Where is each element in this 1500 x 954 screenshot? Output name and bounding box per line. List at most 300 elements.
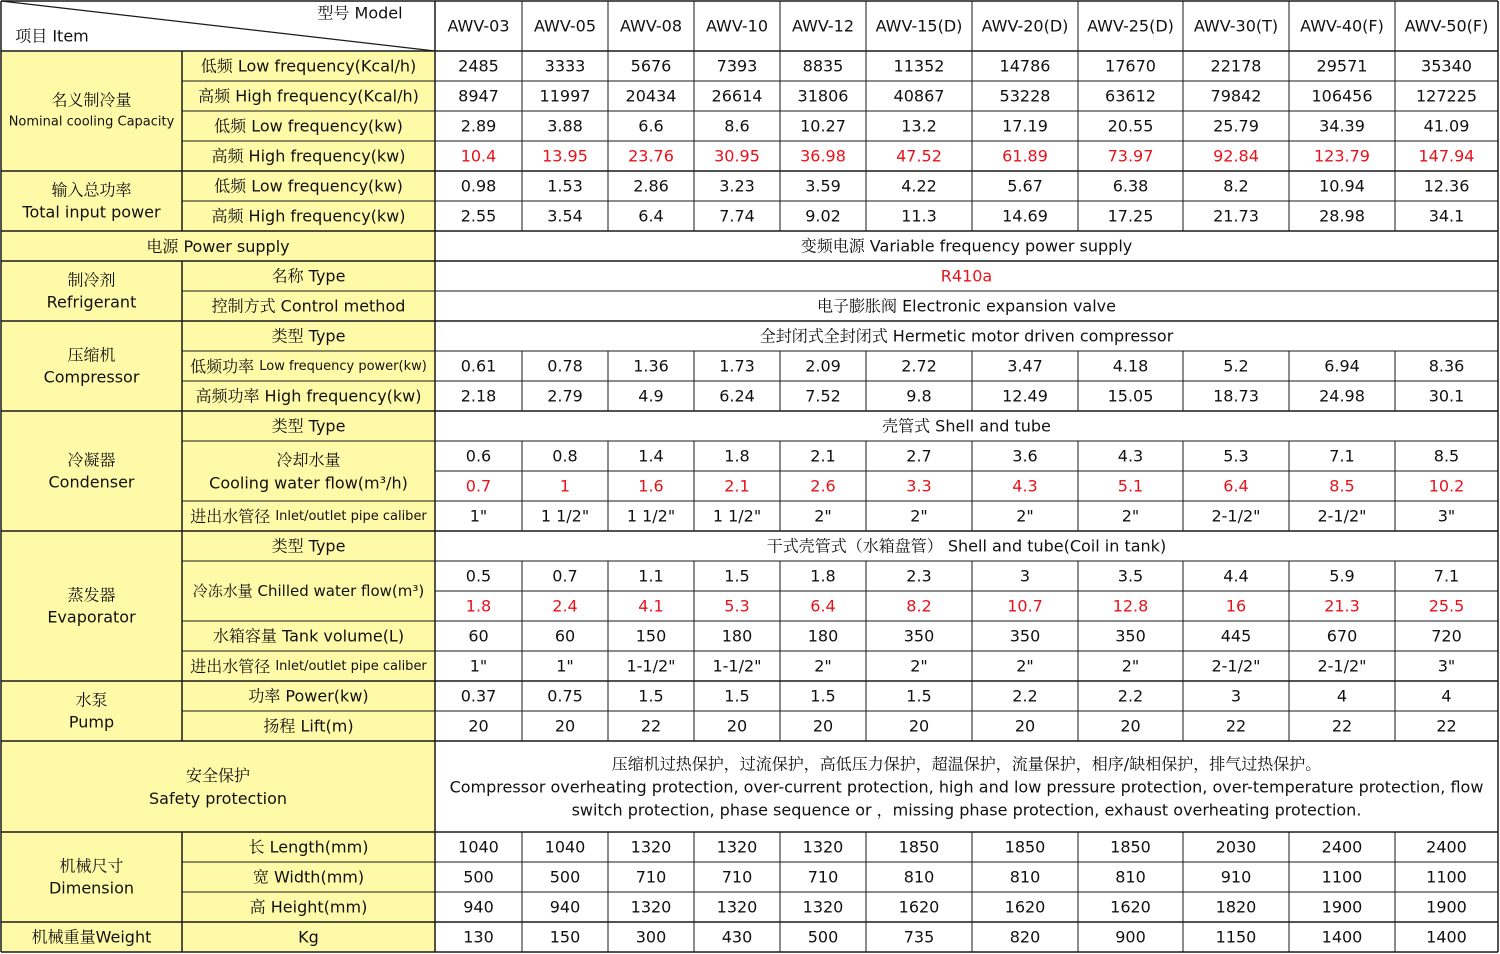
value-cell: 61.89: [1002, 146, 1048, 166]
value-cell: 1.5: [810, 686, 836, 706]
value-cell: 6.94: [1324, 356, 1360, 376]
value-cell: 2.2: [1012, 686, 1038, 706]
value-cell: 1620: [898, 897, 940, 917]
span-compressor-type: 全封闭式全封闭式 Hermetic motor driven compressor: [759, 326, 1174, 346]
row-label-cool_low_kw: 低频 Low frequency(kw): [214, 116, 403, 136]
header-model-label: 型号 Model: [317, 3, 403, 23]
value-cell: 63612: [1105, 86, 1156, 106]
model-header: AWV-30(T): [1193, 16, 1279, 36]
value-cell: 47.52: [896, 146, 942, 166]
group-label-power-supply: [146, 237, 289, 256]
value-cell: 8947: [458, 86, 499, 106]
value-cell: 2-1/2": [1211, 506, 1261, 526]
value-cell: 7.74: [719, 206, 755, 226]
value-cell: 31806: [797, 86, 849, 106]
value-cell: 6.4: [638, 206, 664, 226]
value-cell: 5676: [630, 56, 672, 76]
value-cell: 1.73: [719, 356, 755, 376]
model-header: AWV-15(D): [875, 16, 963, 36]
value-cell: 12.49: [1002, 386, 1048, 406]
value-cell: 22: [1225, 716, 1247, 736]
value-cell: 9.02: [805, 206, 841, 226]
value-cell: 2.55: [460, 206, 497, 226]
value-cell: 127225: [1415, 86, 1478, 106]
value-cell: 6.38: [1112, 176, 1149, 196]
value-cell: 5.3: [1223, 446, 1249, 466]
group-label-pump-en: Pump: [68, 712, 115, 732]
span-safety-zh: 压缩机过热保护，过流保护，高低压力保护，超温保护，流量保护，相序/缺相保护，排气过热保护。: [611, 754, 1322, 774]
row-label-cool_high_kw: 高频 High frequency(kw): [211, 146, 406, 166]
value-cell: 670: [1326, 626, 1358, 646]
header-item-label: 项目 Item: [15, 26, 89, 46]
value-cell: 2": [1016, 506, 1034, 526]
row-label-dim_length: 长 Length(mm): [248, 837, 369, 857]
value-cell: 445: [1220, 626, 1252, 646]
value-cell: 3": [1437, 656, 1456, 676]
row-label-cool_high_kcal: 高频 High frequency(Kcal/h): [198, 86, 419, 106]
value-cell: 5.3: [724, 596, 750, 616]
value-cell: 180: [721, 626, 753, 646]
value-cell: 2-1/2": [1317, 656, 1367, 676]
value-cell: 10.7: [1007, 596, 1043, 616]
value-cell: 21.3: [1324, 596, 1360, 616]
row-label-in_high_kw: 高频 High frequency(kw): [211, 206, 406, 226]
span-safety-en-2: switch protection, phase sequence or ，missing phase protection, exhaust overheating protection.: [571, 800, 1362, 820]
value-cell: 1320: [716, 837, 758, 857]
group-label-evaporator-en: Evaporator: [47, 607, 136, 627]
value-cell: 900: [1115, 927, 1146, 947]
row-label-comp-low-zh: 低频功率: [190, 356, 260, 376]
row-label-comp_type: 类型 Type: [271, 326, 346, 346]
model-header: AWV-03: [447, 16, 510, 36]
value-cell: 1620: [1004, 897, 1046, 917]
value-cell: 2.2: [1117, 686, 1144, 706]
row-label-cond-water-en: Cooling water flow(m³/h): [209, 473, 408, 493]
row-label-ref_control: 控制方式 Control method: [211, 296, 406, 316]
value-cell: 1040: [544, 837, 586, 857]
value-cell: 14.69: [1002, 206, 1048, 226]
value-cell: 720: [1431, 626, 1462, 646]
value-cell: 8.2: [1223, 176, 1249, 196]
group-label-input_power-en: Total input power: [22, 202, 161, 222]
value-cell: 1850: [1110, 837, 1151, 857]
value-cell: 30.95: [714, 146, 760, 166]
value-cell: 4.18: [1112, 356, 1149, 376]
value-cell: 22178: [1210, 56, 1262, 76]
value-cell: 20: [726, 716, 748, 736]
value-cell: 1320: [802, 897, 844, 917]
value-cell: 13.2: [901, 116, 937, 136]
value-cell: 350: [1009, 626, 1041, 646]
value-cell: 710: [635, 867, 667, 887]
value-cell: 6.4: [1223, 476, 1249, 496]
value-cell: 810: [903, 867, 935, 887]
value-cell: 4.3: [1117, 446, 1144, 466]
value-cell: 20: [812, 716, 834, 736]
value-cell: 79842: [1210, 86, 1262, 106]
row-label-pump_lift: 扬程 Lift(m): [263, 716, 354, 736]
value-cell: 1.4: [638, 446, 664, 466]
value-cell: 430: [721, 927, 753, 947]
value-cell: 130: [463, 927, 494, 947]
value-cell: 0.78: [547, 356, 583, 376]
row-label-cond-pipe: [190, 507, 427, 526]
value-cell: 25.79: [1213, 116, 1259, 136]
value-cell: 1.36: [633, 356, 669, 376]
power-supply-en: Power supply: [183, 236, 290, 256]
value-cell: 1100: [1426, 867, 1467, 887]
value-cell: 22: [1331, 716, 1353, 736]
value-cell: 22: [640, 716, 662, 736]
row-label-ref_type: 名称 Type: [271, 266, 346, 286]
row-label-comp-low: [190, 357, 427, 376]
value-cell: 53228: [999, 86, 1051, 106]
value-cell: 8.5: [1433, 446, 1460, 466]
value-cell: 1320: [630, 837, 672, 857]
value-cell: 24.98: [1319, 386, 1365, 406]
value-cell: 92.84: [1213, 146, 1259, 166]
value-cell: 2.89: [460, 116, 497, 136]
value-cell: 60: [468, 626, 489, 646]
value-cell: 1850: [1004, 837, 1046, 857]
row-label-cond-pipe-zh: 进出水管径: [190, 506, 276, 526]
group-label-condenser-zh: 冷凝器: [67, 450, 116, 470]
row-label-dim_width: 宽 Width(mm): [252, 867, 365, 887]
value-cell: 300: [635, 927, 667, 947]
value-cell: 0.6: [465, 446, 492, 466]
value-cell: 1.8: [465, 596, 492, 616]
value-cell: 500: [463, 867, 494, 887]
value-cell: 2": [910, 656, 928, 676]
value-cell: 940: [463, 897, 494, 917]
row-label-evap-water: 冷冻水量 Chilled water flow(m³): [192, 582, 425, 600]
value-cell: 5.2: [1223, 356, 1249, 376]
value-cell: 1.6: [638, 476, 664, 496]
value-cell: 2400: [1321, 837, 1363, 857]
span-condenser-type: 壳管式 Shell and tube: [882, 416, 1051, 436]
value-cell: 2-1/2": [1211, 656, 1261, 676]
group-label-cooling-en: Nominal cooling Capacity: [8, 114, 175, 130]
value-cell: 0.61: [460, 356, 497, 376]
row-label-dim_height: 高 Height(mm): [249, 897, 368, 917]
value-cell: 14786: [999, 56, 1051, 76]
model-header: AWV-25(D): [1087, 16, 1174, 36]
group-label-compressor-zh: 压缩机: [67, 345, 116, 365]
value-cell: 1150: [1215, 927, 1257, 947]
value-cell: 1400: [1321, 927, 1363, 947]
value-cell: 11352: [893, 56, 945, 76]
value-cell: 2": [910, 506, 928, 526]
value-cell: 1.5: [638, 686, 664, 706]
value-cell: 60: [554, 626, 576, 646]
value-cell: 20: [1120, 716, 1141, 736]
model-header: AWV-50(F): [1404, 16, 1489, 36]
span-safety-en-1: Compressor overheating protection, over-current protection, high and low pressure protection, over-temperature protection, flow: [449, 777, 1484, 797]
value-cell: 17.19: [1002, 116, 1048, 136]
value-cell: 1: [559, 476, 571, 496]
value-cell: 2.3: [906, 566, 932, 586]
row-label-evap_type: 类型 Type: [271, 536, 346, 556]
value-cell: 147.94: [1418, 146, 1475, 166]
group-label-condenser-en: Condenser: [48, 472, 135, 492]
value-cell: 21.73: [1213, 206, 1259, 226]
value-cell: 1900: [1321, 897, 1363, 917]
value-cell: 26614: [711, 86, 763, 106]
value-cell: 73.97: [1107, 146, 1154, 166]
value-cell: 20: [468, 716, 489, 736]
model-header: AWV-12: [791, 16, 855, 36]
value-cell: 1900: [1426, 897, 1467, 917]
value-cell: 1 1/2": [540, 506, 590, 526]
value-cell: 4.3: [1012, 476, 1038, 496]
value-cell: 23.76: [628, 146, 674, 166]
group-label-cooling-zh: 名义制冷量: [51, 90, 132, 110]
group-label-safety-zh: 安全保护: [185, 766, 251, 785]
span-refrigerant-control: 电子膨胀阀 Electronic expansion valve: [816, 296, 1117, 316]
value-cell: 1-1/2": [626, 656, 676, 676]
value-cell: 123.79: [1314, 146, 1370, 166]
value-cell: 3: [1230, 686, 1242, 706]
value-cell: 10.2: [1428, 476, 1465, 496]
value-cell: 7.52: [805, 386, 841, 406]
value-cell: 940: [549, 897, 581, 917]
value-cell: 1.53: [547, 176, 583, 196]
value-cell: 13.95: [542, 146, 588, 166]
value-cell: 150: [635, 626, 667, 646]
value-cell: 9.8: [906, 386, 932, 406]
value-cell: 2": [814, 506, 832, 526]
value-cell: 1.8: [810, 566, 836, 586]
value-cell: 4: [1336, 686, 1348, 706]
row-label-cool_low_kcal: 低频 Low frequency(Kcal/h): [200, 56, 417, 76]
value-cell: 10.4: [460, 146, 497, 166]
model-header: AWV-20(D): [981, 16, 1069, 36]
value-cell: 29571: [1316, 56, 1368, 76]
value-cell: 1.8: [724, 446, 750, 466]
value-cell: 2.09: [805, 356, 841, 376]
value-cell: 3.54: [547, 206, 583, 226]
value-cell: 6.6: [638, 116, 664, 136]
span-evaporator-type: 干式壳管式（水箱盘管） Shell and tube(Coil in tank): [766, 536, 1167, 556]
value-cell: 0.75: [547, 686, 583, 706]
row-label-pump_power: 功率 Power(kw): [248, 686, 369, 706]
value-cell: 1620: [1110, 897, 1151, 917]
value-cell: 2": [1121, 506, 1140, 526]
row-label-evap-pipe-zh: 进出水管径: [190, 656, 276, 676]
value-cell: 2030: [1215, 837, 1257, 857]
value-cell: 7.1: [1433, 566, 1460, 586]
value-cell: 11997: [539, 86, 591, 106]
value-cell: 3.3: [906, 476, 932, 496]
value-cell: 180: [807, 626, 839, 646]
span-refrigerant-type: R410a: [940, 266, 993, 286]
value-cell: 18.73: [1213, 386, 1259, 406]
value-cell: 40867: [893, 86, 945, 106]
value-cell: 3.23: [719, 176, 755, 196]
row-label-weight_unit: Kg: [298, 927, 319, 947]
model-header: AWV-05: [533, 16, 597, 36]
value-cell: 5.9: [1329, 566, 1355, 586]
value-cell: 10.94: [1319, 176, 1365, 196]
value-cell: 1320: [716, 897, 758, 917]
value-cell: 7.1: [1329, 446, 1355, 466]
value-cell: 1-1/2": [712, 656, 762, 676]
value-cell: 1100: [1321, 867, 1363, 887]
value-cell: 3333: [544, 56, 586, 76]
value-cell: 2.79: [547, 386, 583, 406]
value-cell: 25.5: [1428, 596, 1465, 616]
group-label-evaporator-zh: 蒸发器: [67, 585, 116, 605]
row-label-comp-low-en: Low frequency power(kw): [259, 358, 427, 374]
value-cell: 2.18: [460, 386, 497, 406]
row-label-evap_tank: 水箱容量 Tank volume(L): [212, 626, 405, 646]
value-cell: 3.88: [547, 116, 583, 136]
value-cell: 1.5: [906, 686, 932, 706]
value-cell: 20.55: [1107, 116, 1154, 136]
value-cell: 735: [903, 927, 935, 947]
value-cell: 820: [1009, 927, 1041, 947]
value-cell: 15.05: [1107, 386, 1154, 406]
value-cell: 106456: [1311, 86, 1373, 106]
value-cell: 1820: [1215, 897, 1257, 917]
value-cell: 16: [1225, 596, 1247, 616]
value-cell: 350: [903, 626, 935, 646]
value-cell: 1.1: [638, 566, 664, 586]
span-power-supply: 变频电源 Variable frequency power supply: [800, 236, 1133, 256]
value-cell: 710: [807, 867, 839, 887]
value-cell: 20: [554, 716, 576, 736]
value-cell: 0.98: [460, 176, 497, 196]
value-cell: 0.5: [465, 566, 492, 586]
model-header: AWV-08: [619, 16, 683, 36]
value-cell: 28.98: [1319, 206, 1365, 226]
row-label-cond_type: 类型 Type: [271, 416, 346, 436]
value-cell: 3": [1437, 506, 1456, 526]
value-cell: 350: [1115, 626, 1146, 646]
value-cell: 12.36: [1423, 176, 1470, 196]
value-cell: 1320: [802, 837, 844, 857]
value-cell: 20434: [625, 86, 677, 106]
value-cell: 10.27: [800, 116, 846, 136]
value-cell: 2": [1121, 656, 1140, 676]
value-cell: 3: [1019, 566, 1031, 586]
value-cell: 1850: [898, 837, 940, 857]
group-label-refrigerant-zh: 制冷剂: [67, 270, 116, 290]
value-cell: 3.5: [1117, 566, 1144, 586]
value-cell: 2.1: [810, 446, 836, 466]
value-cell: 2485: [458, 56, 499, 76]
value-cell: 8.6: [724, 116, 750, 136]
group-label-dimension-en: Dimension: [48, 878, 135, 898]
value-cell: 20: [908, 716, 930, 736]
value-cell: 17670: [1105, 56, 1156, 76]
model-header: AWV-40(F): [1300, 16, 1384, 36]
value-cell: 5.67: [1007, 176, 1043, 196]
row-label-evap-pipe: [190, 657, 427, 676]
value-cell: 12.8: [1112, 596, 1149, 616]
value-cell: 2": [1016, 656, 1034, 676]
value-cell: 20: [1014, 716, 1036, 736]
group-label-pump-zh: 水泵: [75, 690, 108, 710]
value-cell: 3.47: [1007, 356, 1043, 376]
group-label-compressor-en: Compressor: [43, 367, 140, 387]
model-header: AWV-10: [705, 16, 769, 36]
row-label-evap-pipe-en: Inlet/outlet pipe caliber: [275, 658, 427, 674]
value-cell: 1.5: [724, 566, 750, 586]
value-cell: 810: [1115, 867, 1146, 887]
value-cell: 2-1/2": [1317, 506, 1367, 526]
value-cell: 1400: [1426, 927, 1467, 947]
row-label-in_low_kw: 低频 Low frequency(kw): [214, 176, 403, 196]
value-cell: 910: [1220, 867, 1252, 887]
value-cell: 4.4: [1223, 566, 1249, 586]
value-cell: 0.7: [465, 476, 492, 496]
row-label-cond-water-zh: 冷却水量: [276, 450, 341, 470]
row-label-comp_high: 高频功率 High frequency(kw): [195, 386, 422, 406]
value-cell: 35340: [1421, 56, 1472, 76]
value-cell: 2.6: [810, 476, 836, 496]
value-cell: 150: [549, 927, 581, 947]
value-cell: 4.9: [638, 386, 664, 406]
value-cell: 41.09: [1423, 116, 1470, 136]
value-cell: 8.36: [1428, 356, 1465, 376]
value-cell: 1": [469, 506, 488, 526]
group-label-safety-en: Safety protection: [149, 789, 287, 808]
value-cell: 8.5: [1329, 476, 1355, 496]
value-cell: 1320: [630, 897, 672, 917]
value-cell: 2.4: [552, 596, 578, 616]
value-cell: 2.72: [901, 356, 937, 376]
value-cell: 2.86: [633, 176, 669, 196]
value-cell: 1": [469, 656, 488, 676]
value-cell: 5.1: [1117, 476, 1144, 496]
value-cell: 810: [1009, 867, 1041, 887]
value-cell: 4: [1441, 686, 1452, 706]
value-cell: 2400: [1426, 837, 1467, 857]
value-cell: 2.7: [906, 446, 932, 466]
group-label-dimension-zh: 机械尺寸: [59, 856, 124, 876]
value-cell: 0.37: [460, 686, 497, 706]
value-cell: 3.6: [1012, 446, 1038, 466]
value-cell: 1040: [458, 837, 499, 857]
value-cell: 11.3: [901, 206, 937, 226]
value-cell: 1 1/2": [712, 506, 762, 526]
value-cell: 0.7: [552, 566, 578, 586]
value-cell: 4.1: [638, 596, 664, 616]
row-label-cond-pipe-en: Inlet/outlet pipe caliber: [275, 508, 427, 524]
value-cell: 2": [814, 656, 832, 676]
group-label-input_power-zh: 输入总功率: [51, 180, 132, 200]
value-cell: 22: [1436, 716, 1457, 736]
value-cell: 500: [807, 927, 839, 947]
value-cell: 4.22: [901, 176, 937, 196]
value-cell: 6.4: [810, 596, 836, 616]
value-cell: 1 1/2": [626, 506, 676, 526]
value-cell: 17.25: [1107, 206, 1154, 226]
power-supply-zh: 电源: [146, 236, 184, 256]
value-cell: 34.39: [1319, 116, 1365, 136]
value-cell: 7393: [716, 56, 758, 76]
value-cell: 3.59: [805, 176, 841, 196]
value-cell: 36.98: [800, 146, 846, 166]
value-cell: 8835: [802, 56, 844, 76]
value-cell: 500: [549, 867, 581, 887]
value-cell: 34.1: [1428, 206, 1465, 226]
value-cell: 0.8: [552, 446, 578, 466]
value-cell: 710: [721, 867, 753, 887]
value-cell: 1": [556, 656, 574, 676]
value-cell: 1.5: [724, 686, 750, 706]
